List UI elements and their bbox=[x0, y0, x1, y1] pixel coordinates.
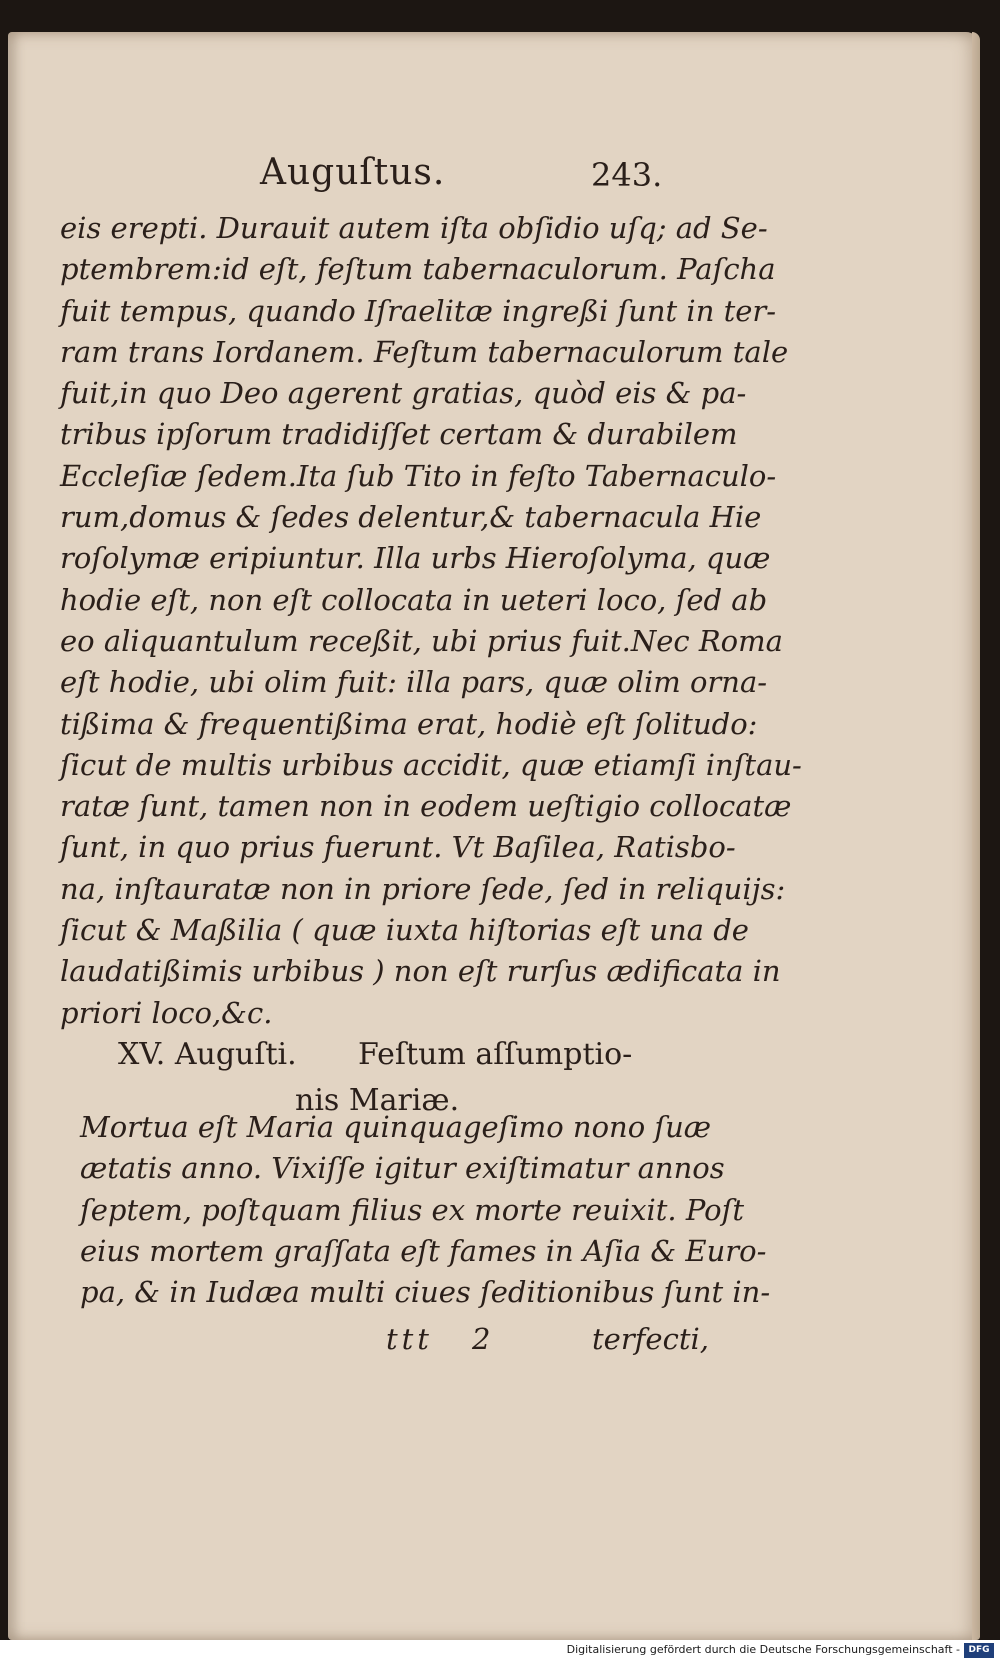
text-line: tribus ipſorum tradidiſſet certam & durabilem bbox=[60, 417, 738, 452]
dfg-logo-icon: DFG bbox=[964, 1643, 994, 1658]
text-line: ſicut de multis urbibus accidit, quæ etiamſi inſtau- bbox=[60, 747, 802, 782]
feast-title-line2: nis Mariæ. bbox=[295, 1083, 460, 1118]
text-line: hodie eſt, non eſt collocata in ueteri loco, ſed ab bbox=[60, 582, 768, 617]
text-line: ratæ ſunt, tamen non in eodem ueſtigio collocatæ bbox=[60, 789, 792, 824]
text-line: eo aliquantulum receßit, ubi prius fuit.Nec Roma bbox=[60, 623, 783, 658]
signature-line bbox=[386, 1322, 709, 1362]
text-line: Eccleſiæ ſedem.Ita ſub Tito in feſto Tabernaculo- bbox=[60, 458, 777, 493]
digitization-footer bbox=[0, 1640, 1000, 1662]
text-line: priori loco,&c. bbox=[60, 995, 273, 1030]
text-line: rum,domus & ſedes delentur,& tabernacula Hie bbox=[60, 500, 762, 535]
page-number: 243. bbox=[591, 156, 663, 194]
signature-number: 2 bbox=[472, 1322, 491, 1356]
text-line: ſicut & Maßilia ( quæ iuxta hiſtorias eſt una de bbox=[60, 913, 749, 948]
feast-date: XV. Auguſti. bbox=[118, 1037, 297, 1072]
running-head: Auguſtus. bbox=[260, 152, 446, 193]
text-line: eis erepti. Durauit autem iſta obſidio uſq; ad Se- bbox=[60, 211, 768, 245]
text-line: roſolymæ eripiuntur. Illa urbs Hieroſolyma, quæ bbox=[60, 541, 771, 576]
page-edge bbox=[972, 32, 980, 1640]
text-line: ætatis anno. Vixiſſe igitur exiſtimatur annos bbox=[80, 1151, 725, 1186]
text-line: ſunt, in quo prius fuerunt. Vt Baſilea, Ratisbo- bbox=[60, 830, 736, 865]
text-line: Mortua eſt Maria quinquageſimo nono ſuæ bbox=[80, 1110, 712, 1144]
text-line: ptembrem:id eſt, feſtum tabernaculorum. Paſcha bbox=[60, 252, 776, 287]
text-line: na, inſtauratæ non in priore ſede, ſed in reliquijs: bbox=[60, 871, 786, 906]
text-line: tißima & frequentißima erat, hodiè eſt ſolitudo: bbox=[60, 706, 758, 741]
body-text-2 bbox=[80, 1107, 771, 1313]
text-line: fuit tempus, quando Iſraelitæ ingreßi ſunt in ter- bbox=[60, 293, 777, 328]
text-line: ram trans Iordanem. Feſtum tabernaculorum tale bbox=[60, 334, 789, 369]
text-line: pa, & in Iudæa multi ciues ſeditionibus ſunt in- bbox=[80, 1275, 771, 1310]
feast-title-line1: Feſtum aſſumptio- bbox=[358, 1037, 633, 1072]
catchword: terfecti, bbox=[592, 1322, 709, 1356]
body-text bbox=[60, 208, 802, 1034]
page-header bbox=[8, 152, 980, 204]
text-line: eſt hodie, ubi olim fuit: illa pars, quæ olim orna- bbox=[60, 665, 768, 700]
footer-credit: Digitalisierung gefördert durch die Deutsche Forschungsgemeinschaft - bbox=[566, 1643, 960, 1656]
text-line: ſeptem, poſtquam filius ex morte reuixit. Poſt bbox=[80, 1192, 745, 1227]
signature-mark: ttt bbox=[386, 1322, 433, 1356]
text-line: fuit,in quo Deo agerent gratias, quòd eis & pa- bbox=[60, 376, 747, 411]
text-line: laudatißimis urbibus ) non eſt rurſus ædificata in bbox=[60, 954, 781, 989]
text-line: eius mortem graſſata eſt fames in Aſia & Euro- bbox=[80, 1233, 767, 1268]
book-page bbox=[8, 32, 980, 1640]
